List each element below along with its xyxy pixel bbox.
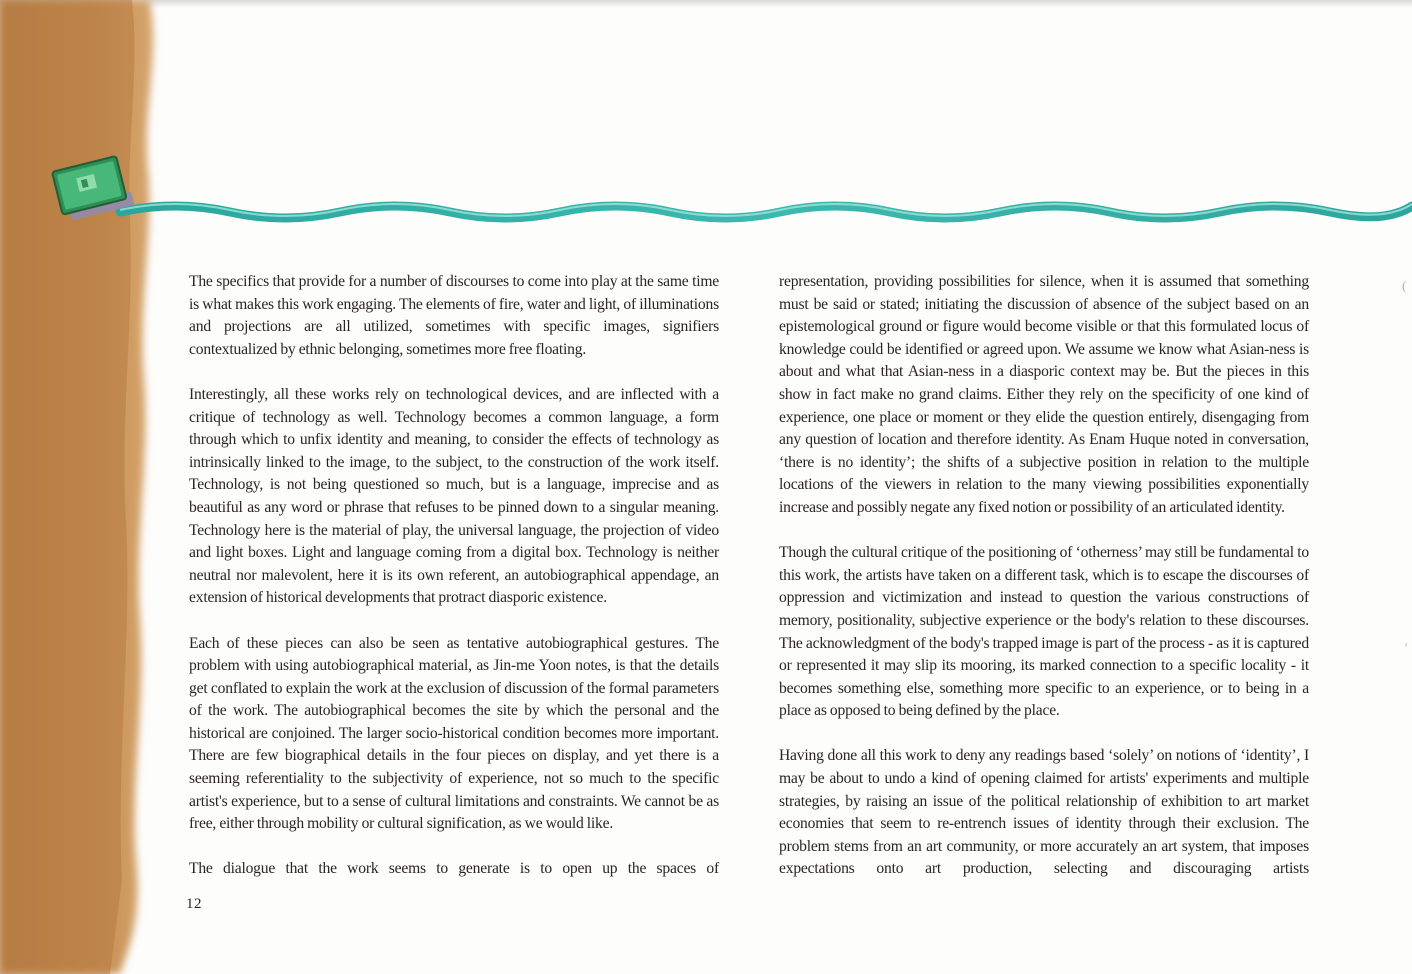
paragraph: Each of these pieces can also be seen as tentative autobiographical gestures. The problem with using autobiographical material, as Jin-me Yoon notes, is that the details get conflated to explain the work at the exclusion of discussion of the formal parameters of the work. The autobiographical becomes the site by which the personal and the historical are conjoined. The larger socio-historical condition becomes more important. There are few biographical details in the four pieces on display, and yet there is a seeming referentiality to the subjectivity of experience, not so much to the specific artist's experience, but to a sense of cultural limitations and constraints. We cannot be as free, either through mobility or cultural signification, as we would like.	[189, 634, 719, 833]
paragraph: representation, providing possibilities for silence, when it is assumed that something must be said or stated; initiating the discussion of absence of the subject based on an epistemological ground or figure would become visible or that this formulated locus of knowledge could be identified or agreed upon. We assume we know what Asian-ness is about and what that Asian-ness in a diasporic context may be. But the pieces in this show in fact make no grand claims. Either they rely on the specificity of one kind of experience, one place or moment or they elide the question entirely, disengaging from any question of location and therefore identity. As Enam Huque noted in conversation, ‘there is no identity’; the shifts of a subjective position in relation to the multiple locations of the viewers in relation to the many viewing possibilities exponentially increase and possibly negate any fixed notion or possibility of an articulated identity.	[779, 273, 1309, 516]
paragraph: Though the cultural critique of the positioning of ‘otherness’ may still be fundamental to this work, the artists have taken on a different task, which is to escape the discourses of oppression and victimization and instead to question the various constructions of memory, positionality, subjective experience or the body's relation to these discourses. The acknowledgment of the body's trapped image is part of the process - as it is captured or represented it may slip its mooring, its marked connection to a specific locality - it becomes something else, something more specific to an experience, or to being in a place as opposed to being defined by the place.	[779, 544, 1309, 720]
left-text-column	[189, 271, 719, 904]
scan-edge-mark: (	[1402, 278, 1407, 293]
ochre-side-band	[0, 0, 210, 974]
page-number: 12	[186, 896, 202, 912]
page-top-edge	[0, 0, 1412, 8]
paragraph: The dialogue that the work seems to generate is to open up the spaces of	[189, 860, 719, 878]
right-text-column	[779, 271, 1309, 904]
paragraph: Interestingly, all these works rely on technological devices, and are inflected with a critique of technology as well. Technology becomes a common language, a form through which to unfix identity and meaning, to consider the effects of technology as intrinsically linked to the image, to the subject, to the construction of the work itself. Technology, is not being questioned so much, but is a language, imprecise and as beautiful as any word or phrase that refuses to be pinned down to a singular meaning. Technology here is the material of play, the universal language, the projection of video and light boxes. Light and language coming from a digital box. Technology is neither neutral nor malevolent, here it is its own referent, an autobiographical appendage, an extension of historical developments that protract diasporic existence.	[189, 385, 719, 607]
paragraph: Having done all this work to deny any readings based ‘solely’ on notions of ‘identity’, I may be about to undo a kind of opening claimed for artists' experiments and multiple strategies, by raising an issue of the political relationship of exhibition to art market economies that seem to re-entrench issues of identity through their exclusion. The problem stems from an art community, or more accurately an art system, that imposes expectations onto art production, selecting and discouraging artists	[779, 747, 1309, 878]
scan-edge-mark: '	[1405, 640, 1408, 655]
paragraph: The specifics that provide for a number of discourses to come into play at the same time is what makes this work engaging. The elements of fire, water and light, of illuminations and projections are all utilized, sometimes with specific images, signifiers contextualized by ethnic belonging, sometimes more free floating.	[189, 273, 719, 358]
